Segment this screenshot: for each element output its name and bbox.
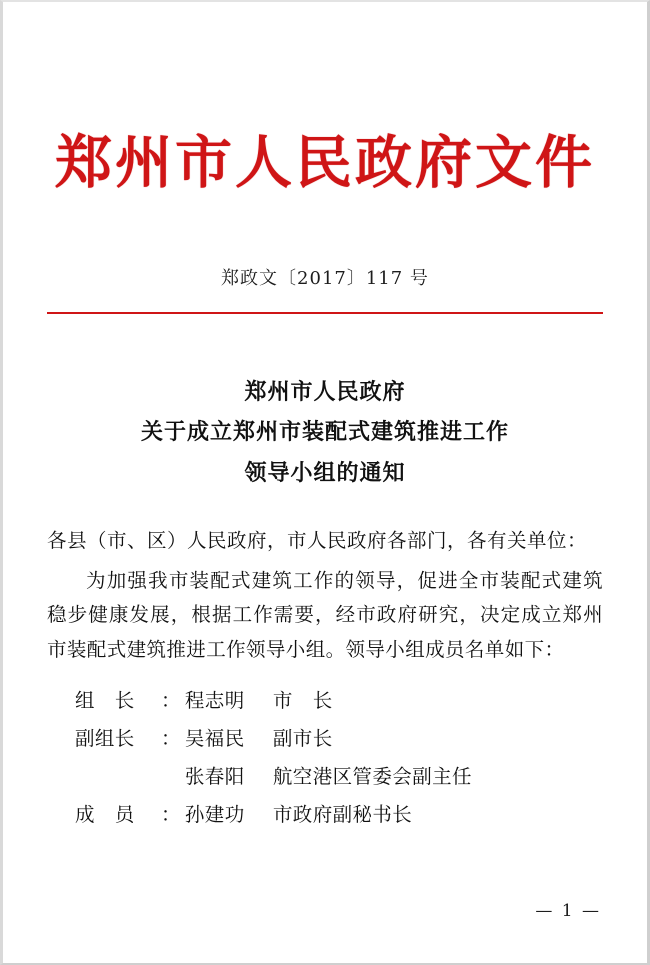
roster-colon: ： bbox=[161, 688, 181, 712]
roster-post: 市政府副秘书长 bbox=[272, 802, 413, 826]
roster-row bbox=[47, 758, 603, 796]
roster-role: 副组长 bbox=[75, 726, 135, 750]
roster-name: 程志明 bbox=[184, 688, 245, 712]
roster-name: 张春阳 bbox=[184, 764, 245, 788]
leadership-roster bbox=[47, 682, 603, 834]
roster-colon: ： bbox=[161, 726, 181, 750]
title-line-2: 关于成立郑州市装配式建筑推进工作 bbox=[140, 419, 509, 446]
roster-post: 市 长 bbox=[272, 688, 333, 712]
roster-colon bbox=[161, 758, 181, 796]
roster-post: 航空港区管委会副主任 bbox=[272, 764, 472, 788]
roster-name: 孙建功 bbox=[184, 802, 245, 826]
roster-name: 吴福民 bbox=[184, 726, 245, 750]
roster-colon: ： bbox=[161, 802, 181, 826]
masthead-title: 郑州市人民政府文件 bbox=[55, 129, 595, 196]
roster-role: 成 员 bbox=[75, 802, 135, 826]
roster-row bbox=[47, 682, 603, 720]
document-number: 郑政文〔2017〕117 号 bbox=[221, 267, 429, 289]
body-paragraph: 为加强我市装配式建筑工作的领导，促进全市装配式建筑稳步健康发展，根据工作需要，经市政府研究，决定成立郑州市装配式建筑推进工作领导小组。领导小组成员名单如下： bbox=[47, 568, 603, 662]
recipient-line: 各县（市、区）人民政府，市人民政府各部门，各有关单位： bbox=[47, 528, 588, 552]
document-content bbox=[3, 2, 647, 963]
roster-row bbox=[47, 796, 603, 834]
red-divider-rule bbox=[47, 312, 603, 314]
title-line-3: 领导小组的通知 bbox=[244, 459, 406, 486]
roster-post: 副市长 bbox=[272, 726, 333, 750]
page-number: — 1 — bbox=[535, 901, 601, 921]
roster-row bbox=[47, 720, 603, 758]
title-line-1: 郑州市人民政府 bbox=[244, 378, 406, 405]
document-title bbox=[47, 372, 603, 494]
roster-role: 组 长 bbox=[75, 688, 135, 712]
